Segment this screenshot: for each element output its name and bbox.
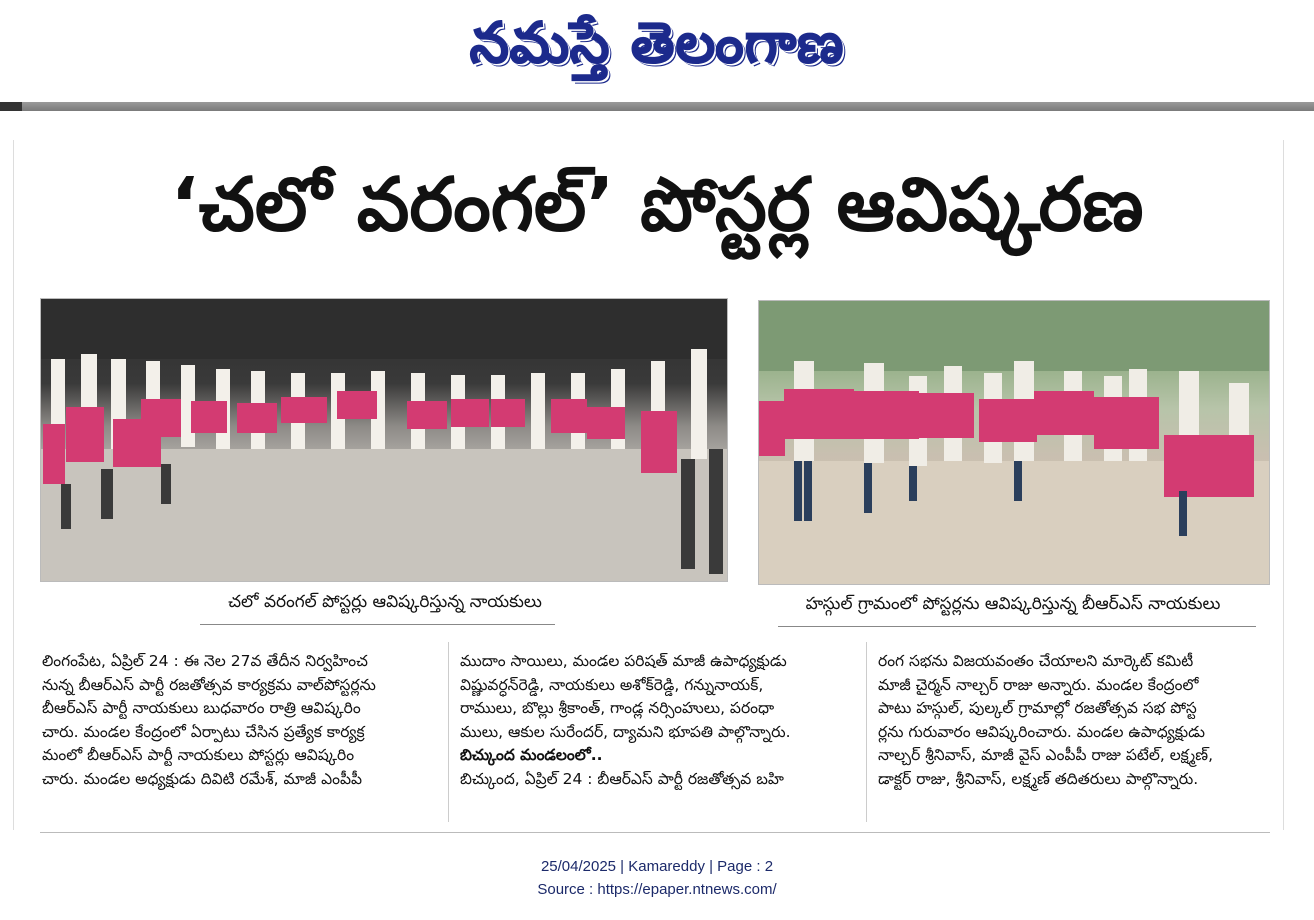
article-line: పాటు హస్గుల్, పుల్కల్ గ్రామాల్లో రజతోత్సవ సభ పోస్ట (878, 699, 1197, 717)
photo-illustration (41, 299, 727, 581)
article-line: రాములు, బొల్లు శ్రీకాంత్, గాండ్ల నర్సింహులు, పరంధా (460, 699, 775, 717)
article-line: లింగంపేట, ఏప్రిల్ 24 : ఈ నెల 27వ తేదీన నిర్వహించ (42, 652, 368, 670)
headline: ‘చలో వరంగల్’ పోస్టర్ల ఆవిష్కరణ (170, 162, 1144, 248)
caption-underline (200, 624, 555, 625)
article-line: బీఆర్ఎస్ పార్టీ నాయకులు బుధవారం రాత్రి ఆవిష్కరిం (42, 699, 361, 717)
article-line: చారు. మండల కేంద్రంలో ఏర్పాటు చేసిన ప్రత్యేక కార్యక్ర (42, 722, 365, 741)
newspaper-logo: నమస్తే తెలంగాణ (469, 10, 845, 76)
column-divider (448, 642, 449, 822)
article-line: విష్ణువర్ధన్‌రెడ్డి, నాయకులు అశోక్‌రెడ్డి, గన్నునాయక్, (460, 675, 764, 694)
article-column-2 (460, 650, 855, 791)
masthead-rule (0, 102, 1314, 111)
masthead (0, 0, 1314, 100)
article-line: బిచ్కుంద, ఏప్రిల్ 24 : బీఆర్ఎస్ పార్టీ రజతోత్సవ బహి (460, 769, 784, 788)
article-line: చారు. మండల అధ్యక్షుడు దివిటి రమేశ్, మాజీ ఎంపీపీ (42, 769, 363, 788)
photo-illustration (759, 301, 1269, 584)
photo-caption-left: చలో వరంగల్ పోస్టర్లు ఆవిష్కరిస్తున్న నాయకులు (228, 592, 542, 612)
article-line: రంగ సభను విజయవంతం చేయాలని మార్కెట్ కమిటీ (878, 652, 1194, 670)
article-bottom-rule (40, 832, 1270, 833)
footer-source-link[interactable]: Source : https://epaper.ntnews.com/ (537, 881, 777, 898)
article-line: నున్న బీఆర్ఎస్ పార్టీ రజతోత్సవ కార్యక్రమ వాల్‌పోస్టర్లను (42, 675, 376, 694)
photo-hasgul-village (758, 300, 1270, 585)
photo-caption-right: హస్గుల్ గ్రామంలో పోస్టర్లను ఆవిష్కరిస్తున్న బీఆర్ఎస్ నాయకులు (805, 594, 1221, 614)
article-line: నాల్చర్ శ్రీనివాస్, మాజీ వైస్ ఎంపీపీ రాజు పటేల్, లక్ష్మణ్, (878, 746, 1214, 764)
article-line: ముదాం సాయిలు, మండల పరిషత్ మాజీ ఉపాధ్యక్షుడు (460, 652, 787, 670)
caption-underline (778, 626, 1256, 627)
article-subheading: బిచ్కుంద మండలంలో.. (460, 746, 603, 764)
column-divider (866, 642, 867, 822)
article-line: ములు, ఆకుల సురేందర్, ద్యామని భూపతి పాల్గొన్నారు. (460, 722, 791, 741)
article-line: ర్లను గురువారం ఆవిష్కరించారు. మండల ఉపాధ్యక్షుడు (878, 722, 1205, 741)
article-line: డాక్టర్ రాజు, శ్రీనివాస్, లక్ష్మణ్ తదితరులు పాల్గొన్నారు. (878, 769, 1199, 788)
article-line: మంలో బీఆర్ఎస్ పార్టీ నాయకులు పోస్టర్లు ఆవిష్కరిం (42, 746, 355, 764)
article-line: మాజీ చైర్మన్ నాల్చర్ రాజు అన్నారు. మండల కేంద్రంలో (878, 675, 1199, 694)
article-column-3 (878, 650, 1273, 791)
article-column-1 (42, 650, 437, 791)
footer-edition-info: 25/04/2025 | Kamareddy | Page : 2 (540, 858, 774, 875)
photo-poster-launch-group (40, 298, 728, 582)
